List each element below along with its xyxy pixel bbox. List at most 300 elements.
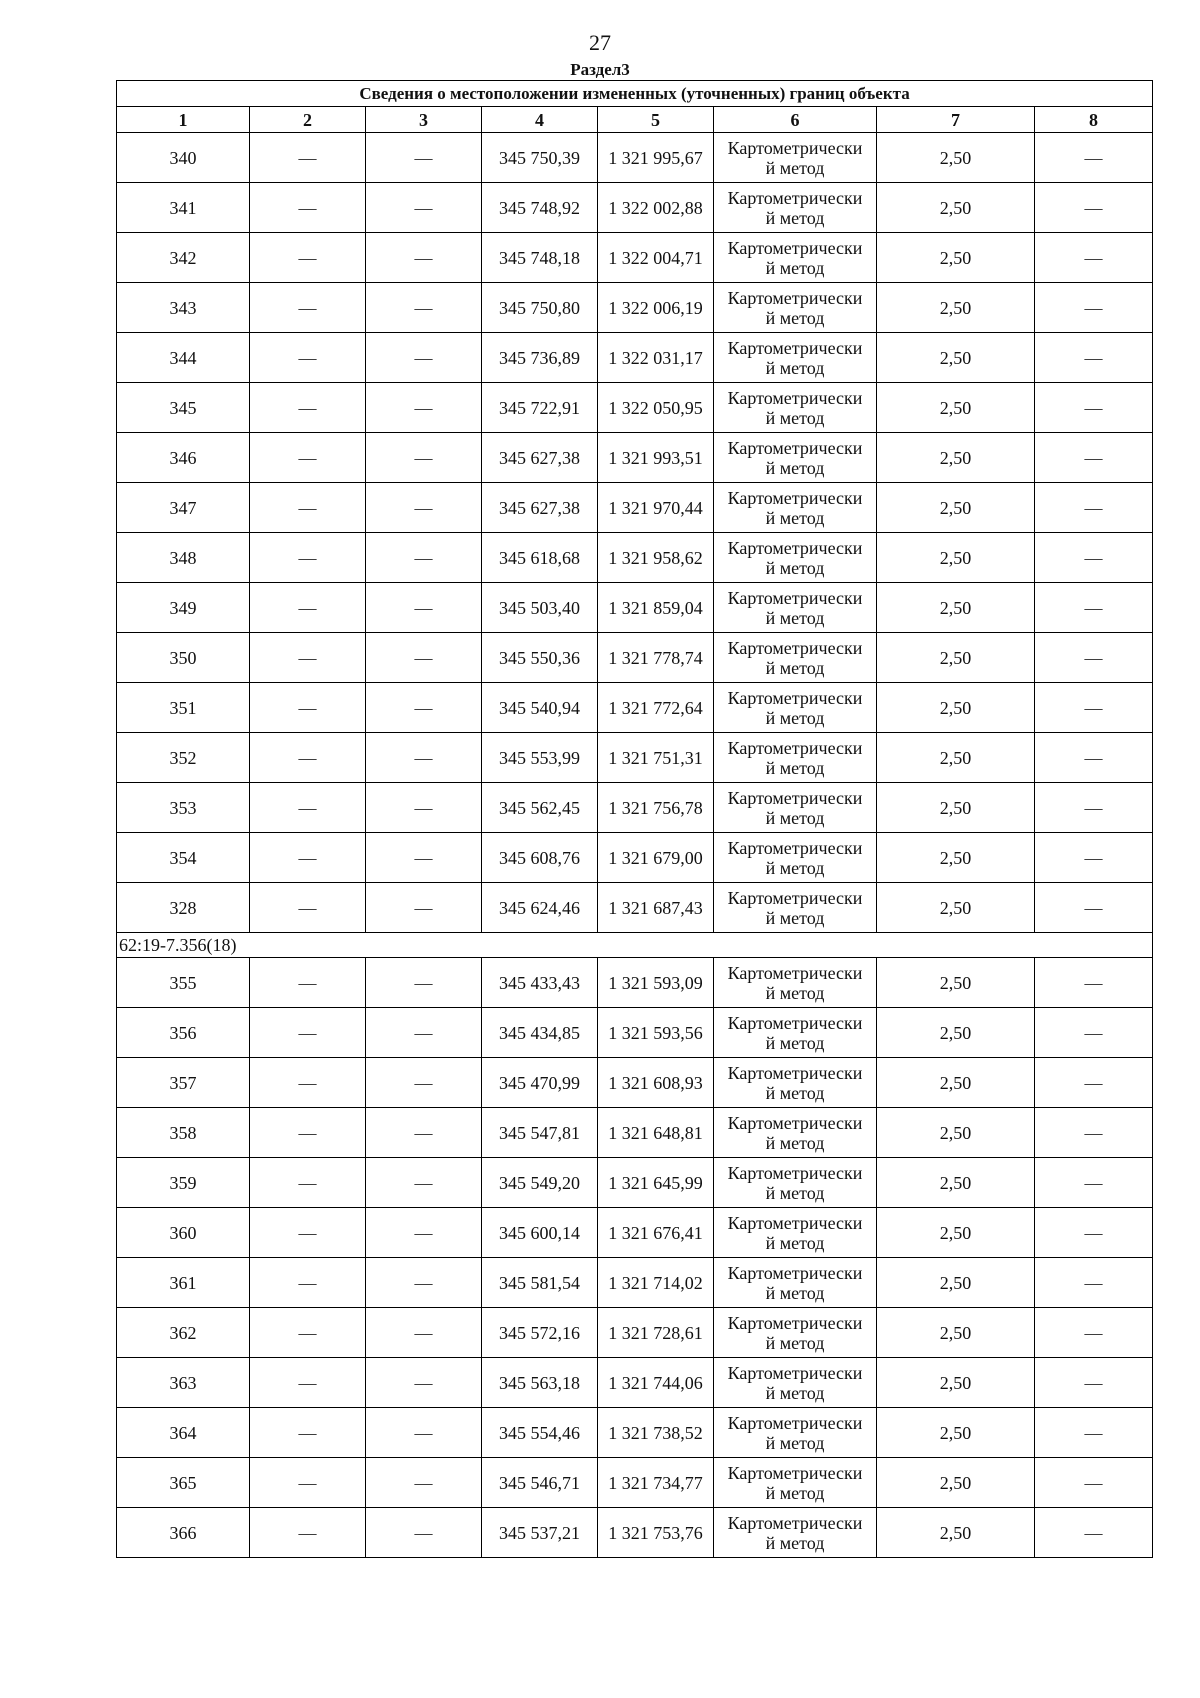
method-text-line-1: Картометрически bbox=[727, 537, 863, 558]
method-text-line-1: Картометрически bbox=[727, 387, 863, 408]
point-number-cell: 356 bbox=[117, 1008, 250, 1058]
accuracy-cell: 2,50 bbox=[877, 633, 1035, 683]
table-row bbox=[117, 633, 1153, 683]
point-number-cell: 355 bbox=[117, 958, 250, 1008]
point-number-cell: 363 bbox=[117, 1358, 250, 1408]
accuracy-cell: 2,50 bbox=[877, 683, 1035, 733]
column-3-cell: — bbox=[366, 1008, 482, 1058]
column-number: 2 bbox=[250, 107, 366, 133]
x-coordinate-cell: 345 722,91 bbox=[482, 383, 598, 433]
method-text-line-2: й метод bbox=[765, 307, 825, 328]
column-2-cell: — bbox=[250, 1258, 366, 1308]
column-2-cell: — bbox=[250, 1208, 366, 1258]
column-2-cell: — bbox=[250, 1458, 366, 1508]
x-coordinate-cell: 345 618,68 bbox=[482, 533, 598, 583]
column-3-cell: — bbox=[366, 1508, 482, 1558]
method-text-line-1: Картометрически bbox=[727, 587, 863, 608]
method-text-line-1: Картометрически bbox=[727, 687, 863, 708]
method-cell bbox=[714, 1358, 877, 1408]
column-2-cell: — bbox=[250, 1008, 366, 1058]
method-text-line-2: й метод bbox=[765, 1032, 825, 1053]
column-8-cell: — bbox=[1035, 383, 1153, 433]
method-text-line-1: Картометрически bbox=[727, 1112, 863, 1133]
column-3-cell: — bbox=[366, 633, 482, 683]
column-3-cell: — bbox=[366, 683, 482, 733]
method-cell bbox=[714, 183, 877, 233]
method-text-line-1: Картометрически bbox=[727, 1412, 863, 1433]
point-number-cell: 348 bbox=[117, 533, 250, 583]
accuracy-cell: 2,50 bbox=[877, 733, 1035, 783]
x-coordinate-cell: 345 537,21 bbox=[482, 1508, 598, 1558]
column-2-cell: — bbox=[250, 633, 366, 683]
column-8-cell: — bbox=[1035, 483, 1153, 533]
table-row bbox=[117, 1158, 1153, 1208]
x-coordinate-cell: 345 503,40 bbox=[482, 583, 598, 633]
column-8-cell: — bbox=[1035, 1058, 1153, 1108]
method-text-line-2: й метод bbox=[765, 207, 825, 228]
x-coordinate-cell: 345 562,45 bbox=[482, 783, 598, 833]
table-row bbox=[117, 433, 1153, 483]
table-row bbox=[117, 1258, 1153, 1308]
y-coordinate-cell: 1 321 645,99 bbox=[598, 1158, 714, 1208]
method-cell bbox=[714, 1058, 877, 1108]
column-8-cell: — bbox=[1035, 1408, 1153, 1458]
method-text-line-2: й метод bbox=[765, 657, 825, 678]
column-3-cell: — bbox=[366, 1358, 482, 1408]
y-coordinate-cell: 1 321 728,61 bbox=[598, 1308, 714, 1358]
y-coordinate-cell: 1 322 002,88 bbox=[598, 183, 714, 233]
point-number-cell: 346 bbox=[117, 433, 250, 483]
accuracy-cell: 2,50 bbox=[877, 1108, 1035, 1158]
method-cell bbox=[714, 133, 877, 183]
column-3-cell: — bbox=[366, 833, 482, 883]
method-cell bbox=[714, 683, 877, 733]
method-text-line-1: Картометрически bbox=[727, 237, 863, 258]
point-number-cell: 345 bbox=[117, 383, 250, 433]
method-cell bbox=[714, 733, 877, 783]
column-2-cell: — bbox=[250, 783, 366, 833]
accuracy-cell: 2,50 bbox=[877, 133, 1035, 183]
x-coordinate-cell: 345 549,20 bbox=[482, 1158, 598, 1208]
x-coordinate-cell: 345 540,94 bbox=[482, 683, 598, 733]
y-coordinate-cell: 1 321 970,44 bbox=[598, 483, 714, 533]
point-number-cell: 358 bbox=[117, 1108, 250, 1158]
method-text-line-1: Картометрически bbox=[727, 637, 863, 658]
method-text-line-2: й метод bbox=[765, 807, 825, 828]
column-number: 3 bbox=[366, 107, 482, 133]
method-cell bbox=[714, 633, 877, 683]
accuracy-cell: 2,50 bbox=[877, 183, 1035, 233]
accuracy-cell: 2,50 bbox=[877, 483, 1035, 533]
accuracy-cell: 2,50 bbox=[877, 883, 1035, 933]
column-2-cell: — bbox=[250, 583, 366, 633]
column-8-cell: — bbox=[1035, 883, 1153, 933]
table-row bbox=[117, 183, 1153, 233]
y-coordinate-cell: 1 321 648,81 bbox=[598, 1108, 714, 1158]
column-8-cell: — bbox=[1035, 433, 1153, 483]
method-text-line-2: й метод bbox=[765, 407, 825, 428]
method-text-line-2: й метод bbox=[765, 257, 825, 278]
table-row bbox=[117, 1108, 1153, 1158]
method-text-line-2: й метод bbox=[765, 982, 825, 1003]
y-coordinate-cell: 1 321 859,04 bbox=[598, 583, 714, 633]
accuracy-cell: 2,50 bbox=[877, 433, 1035, 483]
accuracy-cell: 2,50 bbox=[877, 1458, 1035, 1508]
y-coordinate-cell: 1 322 050,95 bbox=[598, 383, 714, 433]
point-number-cell: 365 bbox=[117, 1458, 250, 1508]
table-row bbox=[117, 583, 1153, 633]
accuracy-cell: 2,50 bbox=[877, 1508, 1035, 1558]
method-text-line-2: й метод bbox=[765, 457, 825, 478]
method-text-line-2: й метод bbox=[765, 907, 825, 928]
group-header bbox=[117, 933, 1153, 958]
accuracy-cell: 2,50 bbox=[877, 1258, 1035, 1308]
x-coordinate-cell: 345 546,71 bbox=[482, 1458, 598, 1508]
accuracy-cell: 2,50 bbox=[877, 833, 1035, 883]
table-body-section-a bbox=[117, 133, 1153, 933]
x-coordinate-cell: 345 750,39 bbox=[482, 133, 598, 183]
x-coordinate-cell: 345 550,36 bbox=[482, 633, 598, 683]
method-text-line-1: Картометрически bbox=[727, 137, 863, 158]
method-cell bbox=[714, 1158, 877, 1208]
method-text-line-1: Картометрически bbox=[727, 487, 863, 508]
x-coordinate-cell: 345 470,99 bbox=[482, 1058, 598, 1108]
column-3-cell: — bbox=[366, 1108, 482, 1158]
column-number: 7 bbox=[877, 107, 1035, 133]
table-row bbox=[117, 333, 1153, 383]
column-3-cell: — bbox=[366, 1458, 482, 1508]
table-row bbox=[117, 833, 1153, 883]
column-8-cell: — bbox=[1035, 1508, 1153, 1558]
table-row bbox=[117, 958, 1153, 1008]
method-text-line-1: Картометрически bbox=[727, 962, 863, 983]
y-coordinate-cell: 1 321 772,64 bbox=[598, 683, 714, 733]
method-text-line-2: й метод bbox=[765, 507, 825, 528]
method-text-line-2: й метод bbox=[765, 1182, 825, 1203]
point-number-cell: 357 bbox=[117, 1058, 250, 1108]
method-text-line-2: й метод bbox=[765, 557, 825, 578]
table-caption: Сведения о местоположении измененных (уточненных) границ объекта bbox=[117, 81, 1153, 107]
column-8-cell: — bbox=[1035, 683, 1153, 733]
column-8-cell: — bbox=[1035, 958, 1153, 1008]
y-coordinate-cell: 1 321 608,93 bbox=[598, 1058, 714, 1108]
column-8-cell: — bbox=[1035, 1108, 1153, 1158]
x-coordinate-cell: 345 600,14 bbox=[482, 1208, 598, 1258]
column-number: 5 bbox=[598, 107, 714, 133]
x-coordinate-cell: 345 627,38 bbox=[482, 433, 598, 483]
accuracy-cell: 2,50 bbox=[877, 1358, 1035, 1408]
y-coordinate-cell: 1 321 593,56 bbox=[598, 1008, 714, 1058]
method-cell bbox=[714, 383, 877, 433]
table-row bbox=[117, 733, 1153, 783]
y-coordinate-cell: 1 321 738,52 bbox=[598, 1408, 714, 1458]
accuracy-cell: 2,50 bbox=[877, 583, 1035, 633]
column-2-cell: — bbox=[250, 433, 366, 483]
point-number-cell: 366 bbox=[117, 1508, 250, 1558]
method-text-line-2: й метод bbox=[765, 157, 825, 178]
method-cell bbox=[714, 958, 877, 1008]
x-coordinate-cell: 345 553,99 bbox=[482, 733, 598, 783]
x-coordinate-cell: 345 624,46 bbox=[482, 883, 598, 933]
column-2-cell: — bbox=[250, 1358, 366, 1408]
table-row bbox=[117, 1508, 1153, 1558]
column-3-cell: — bbox=[366, 1308, 482, 1358]
method-text-line-1: Картометрически bbox=[727, 1012, 863, 1033]
column-3-cell: — bbox=[366, 233, 482, 283]
method-text-line-1: Картометрически bbox=[727, 837, 863, 858]
accuracy-cell: 2,50 bbox=[877, 233, 1035, 283]
method-text-line-2: й метод bbox=[765, 1082, 825, 1103]
method-text-line-2: й метод bbox=[765, 857, 825, 878]
method-text-line-2: й метод bbox=[765, 1532, 825, 1553]
column-8-cell: — bbox=[1035, 1458, 1153, 1508]
accuracy-cell: 2,50 bbox=[877, 1058, 1035, 1108]
method-cell bbox=[714, 1258, 877, 1308]
method-text-line-1: Картометрически bbox=[727, 887, 863, 908]
method-text-line-2: й метод bbox=[765, 1432, 825, 1453]
table-row bbox=[117, 1358, 1153, 1408]
method-cell bbox=[714, 533, 877, 583]
y-coordinate-cell: 1 321 679,00 bbox=[598, 833, 714, 883]
table-row bbox=[117, 1208, 1153, 1258]
column-3-cell: — bbox=[366, 1258, 482, 1308]
column-8-cell: — bbox=[1035, 183, 1153, 233]
column-2-cell: — bbox=[250, 1058, 366, 1108]
point-number-cell: 361 bbox=[117, 1258, 250, 1308]
point-number-cell: 362 bbox=[117, 1308, 250, 1358]
column-2-cell: — bbox=[250, 833, 366, 883]
group-label: 62:19-7.356(18) bbox=[117, 933, 1153, 958]
method-text-line-1: Картометрически bbox=[727, 287, 863, 308]
column-3-cell: — bbox=[366, 783, 482, 833]
column-2-cell: — bbox=[250, 233, 366, 283]
accuracy-cell: 2,50 bbox=[877, 958, 1035, 1008]
method-text-line-1: Картометрически bbox=[727, 1062, 863, 1083]
column-number: 1 bbox=[117, 107, 250, 133]
column-3-cell: — bbox=[366, 1208, 482, 1258]
point-number-cell: 352 bbox=[117, 733, 250, 783]
column-8-cell: — bbox=[1035, 1358, 1153, 1408]
accuracy-cell: 2,50 bbox=[877, 283, 1035, 333]
table-row bbox=[117, 1458, 1153, 1508]
column-8-cell: — bbox=[1035, 783, 1153, 833]
column-2-cell: — bbox=[250, 1408, 366, 1458]
column-3-cell: — bbox=[366, 183, 482, 233]
x-coordinate-cell: 345 433,43 bbox=[482, 958, 598, 1008]
method-cell bbox=[714, 1458, 877, 1508]
x-coordinate-cell: 345 736,89 bbox=[482, 333, 598, 383]
column-2-cell: — bbox=[250, 483, 366, 533]
y-coordinate-cell: 1 321 958,62 bbox=[598, 533, 714, 583]
column-2-cell: — bbox=[250, 1158, 366, 1208]
column-8-cell: — bbox=[1035, 533, 1153, 583]
method-text-line-2: й метод bbox=[765, 1482, 825, 1503]
point-number-cell: 359 bbox=[117, 1158, 250, 1208]
accuracy-cell: 2,50 bbox=[877, 1208, 1035, 1258]
method-text-line-2: й метод bbox=[765, 1132, 825, 1153]
column-2-cell: — bbox=[250, 958, 366, 1008]
table-row bbox=[117, 533, 1153, 583]
point-number-cell: 364 bbox=[117, 1408, 250, 1458]
column-8-cell: — bbox=[1035, 583, 1153, 633]
x-coordinate-cell: 345 608,76 bbox=[482, 833, 598, 883]
y-coordinate-cell: 1 321 993,51 bbox=[598, 433, 714, 483]
column-8-cell: — bbox=[1035, 1008, 1153, 1058]
method-text-line-1: Картометрически bbox=[727, 1262, 863, 1283]
column-8-cell: — bbox=[1035, 633, 1153, 683]
method-text-line-1: Картометрически bbox=[727, 787, 863, 808]
point-number-cell: 343 bbox=[117, 283, 250, 333]
table-row bbox=[117, 1308, 1153, 1358]
column-3-cell: — bbox=[366, 533, 482, 583]
method-text-line-2: й метод bbox=[765, 357, 825, 378]
x-coordinate-cell: 345 554,46 bbox=[482, 1408, 598, 1458]
table-row bbox=[117, 1058, 1153, 1108]
column-number: 4 bbox=[482, 107, 598, 133]
column-2-cell: — bbox=[250, 683, 366, 733]
table-row bbox=[117, 1008, 1153, 1058]
column-3-cell: — bbox=[366, 383, 482, 433]
column-2-cell: — bbox=[250, 883, 366, 933]
point-number-cell: 354 bbox=[117, 833, 250, 883]
column-8-cell: — bbox=[1035, 283, 1153, 333]
point-number-cell: 340 bbox=[117, 133, 250, 183]
point-number-cell: 342 bbox=[117, 233, 250, 283]
y-coordinate-cell: 1 322 006,19 bbox=[598, 283, 714, 333]
table-row bbox=[117, 483, 1153, 533]
accuracy-cell: 2,50 bbox=[877, 1408, 1035, 1458]
method-cell bbox=[714, 483, 877, 533]
method-cell bbox=[714, 283, 877, 333]
column-2-cell: — bbox=[250, 283, 366, 333]
column-3-cell: — bbox=[366, 958, 482, 1008]
y-coordinate-cell: 1 321 778,74 bbox=[598, 633, 714, 683]
column-2-cell: — bbox=[250, 133, 366, 183]
method-cell bbox=[714, 1008, 877, 1058]
y-coordinate-cell: 1 321 753,76 bbox=[598, 1508, 714, 1558]
column-8-cell: — bbox=[1035, 833, 1153, 883]
column-8-cell: — bbox=[1035, 333, 1153, 383]
point-number-cell: 360 bbox=[117, 1208, 250, 1258]
column-3-cell: — bbox=[366, 133, 482, 183]
point-number-cell: 347 bbox=[117, 483, 250, 533]
point-number-cell: 350 bbox=[117, 633, 250, 683]
column-3-cell: — bbox=[366, 583, 482, 633]
method-text-line-2: й метод bbox=[765, 707, 825, 728]
method-text-line-1: Картометрически bbox=[727, 1362, 863, 1383]
boundary-coordinates-table bbox=[116, 80, 1153, 1558]
column-3-cell: — bbox=[366, 1158, 482, 1208]
table-row bbox=[117, 1408, 1153, 1458]
column-3-cell: — bbox=[366, 483, 482, 533]
column-8-cell: — bbox=[1035, 733, 1153, 783]
method-cell bbox=[714, 1508, 877, 1558]
method-cell bbox=[714, 583, 877, 633]
y-coordinate-cell: 1 321 593,09 bbox=[598, 958, 714, 1008]
accuracy-cell: 2,50 bbox=[877, 333, 1035, 383]
column-8-cell: — bbox=[1035, 1208, 1153, 1258]
column-2-cell: — bbox=[250, 383, 366, 433]
method-text-line-2: й метод bbox=[765, 757, 825, 778]
column-8-cell: — bbox=[1035, 1258, 1153, 1308]
method-text-line-2: й метод bbox=[765, 1282, 825, 1303]
column-3-cell: — bbox=[366, 1408, 482, 1458]
method-text-line-1: Картометрически bbox=[727, 1162, 863, 1183]
point-number-cell: 328 bbox=[117, 883, 250, 933]
x-coordinate-cell: 345 748,18 bbox=[482, 233, 598, 283]
method-cell bbox=[714, 233, 877, 283]
column-3-cell: — bbox=[366, 733, 482, 783]
method-text-line-1: Картометрически bbox=[727, 1212, 863, 1233]
y-coordinate-cell: 1 321 995,67 bbox=[598, 133, 714, 183]
column-3-cell: — bbox=[366, 283, 482, 333]
x-coordinate-cell: 345 434,85 bbox=[482, 1008, 598, 1058]
x-coordinate-cell: 345 748,92 bbox=[482, 183, 598, 233]
column-3-cell: — bbox=[366, 1058, 482, 1108]
column-2-cell: — bbox=[250, 733, 366, 783]
method-text-line-2: й метод bbox=[765, 607, 825, 628]
y-coordinate-cell: 1 321 714,02 bbox=[598, 1258, 714, 1308]
column-8-cell: — bbox=[1035, 233, 1153, 283]
page-number: 27 bbox=[589, 30, 611, 55]
y-coordinate-cell: 1 321 756,78 bbox=[598, 783, 714, 833]
section-title: Раздел3 bbox=[570, 60, 630, 79]
method-text-line-2: й метод bbox=[765, 1382, 825, 1403]
x-coordinate-cell: 345 750,80 bbox=[482, 283, 598, 333]
column-number: 6 bbox=[714, 107, 877, 133]
column-3-cell: — bbox=[366, 883, 482, 933]
table-row bbox=[117, 683, 1153, 733]
y-coordinate-cell: 1 321 734,77 bbox=[598, 1458, 714, 1508]
point-number-cell: 351 bbox=[117, 683, 250, 733]
table-body-section-b bbox=[117, 958, 1153, 1558]
point-number-cell: 353 bbox=[117, 783, 250, 833]
method-text-line-1: Картометрически bbox=[727, 337, 863, 358]
method-cell bbox=[714, 1308, 877, 1358]
accuracy-cell: 2,50 bbox=[877, 1158, 1035, 1208]
column-number: 8 bbox=[1035, 107, 1153, 133]
x-coordinate-cell: 345 581,54 bbox=[482, 1258, 598, 1308]
table-row bbox=[117, 283, 1153, 333]
method-cell bbox=[714, 783, 877, 833]
column-8-cell: — bbox=[1035, 1308, 1153, 1358]
method-cell bbox=[714, 833, 877, 883]
column-8-cell: — bbox=[1035, 133, 1153, 183]
column-2-cell: — bbox=[250, 1108, 366, 1158]
method-text-line-1: Картометрически bbox=[727, 737, 863, 758]
table-row bbox=[117, 233, 1153, 283]
table-row bbox=[117, 133, 1153, 183]
column-2-cell: — bbox=[250, 533, 366, 583]
method-text-line-1: Картометрически bbox=[727, 1512, 863, 1533]
point-number-cell: 344 bbox=[117, 333, 250, 383]
accuracy-cell: 2,50 bbox=[877, 533, 1035, 583]
y-coordinate-cell: 1 321 676,41 bbox=[598, 1208, 714, 1258]
accuracy-cell: 2,50 bbox=[877, 783, 1035, 833]
y-coordinate-cell: 1 321 751,31 bbox=[598, 733, 714, 783]
table-row bbox=[117, 783, 1153, 833]
y-coordinate-cell: 1 322 004,71 bbox=[598, 233, 714, 283]
column-number-row bbox=[117, 107, 1153, 133]
x-coordinate-cell: 345 547,81 bbox=[482, 1108, 598, 1158]
method-cell bbox=[714, 1208, 877, 1258]
method-cell bbox=[714, 1408, 877, 1458]
method-text-line-1: Картометрически bbox=[727, 1462, 863, 1483]
y-coordinate-cell: 1 321 744,06 bbox=[598, 1358, 714, 1408]
method-text-line-1: Картометрически bbox=[727, 1312, 863, 1333]
method-text-line-2: й метод bbox=[765, 1232, 825, 1253]
table-row bbox=[117, 883, 1153, 933]
